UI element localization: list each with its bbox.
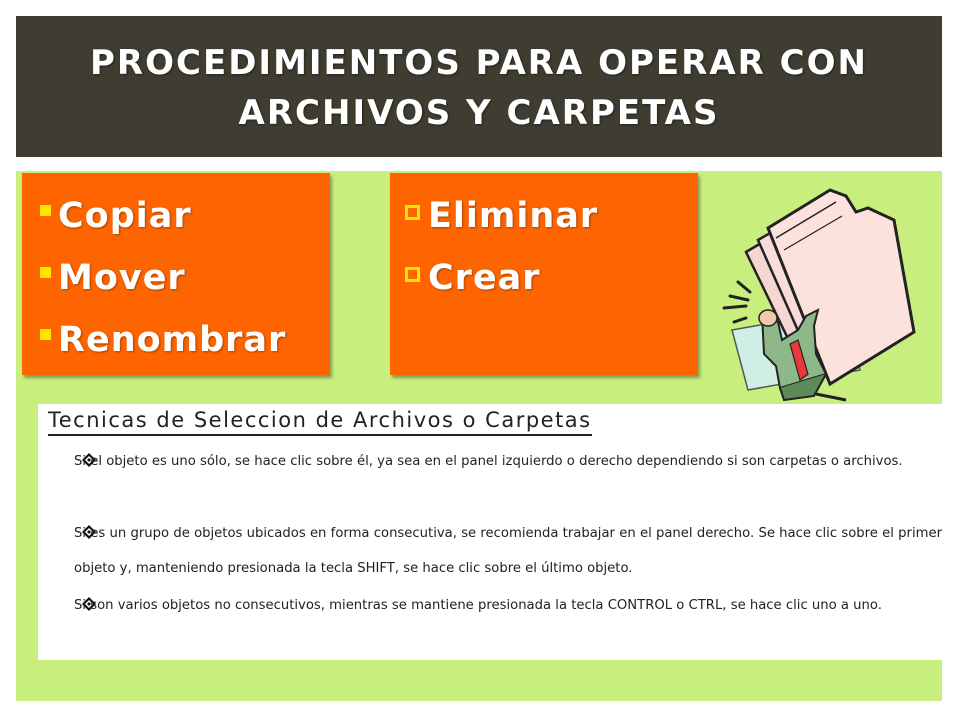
selection-technique-item: Si el objeto es uno sólo, se hace clic sobre él, ya sea en el panel izquierdo o derecho dependiendo si son carpetas o archivos. xyxy=(74,454,903,469)
list-item-label: Mover xyxy=(58,258,186,298)
list-item-label: Renombrar xyxy=(58,320,287,360)
list-item-copiar xyxy=(40,185,286,247)
list-item-renombrar xyxy=(40,309,286,371)
selection-technique-item: Si son varios objetos no consecutivos, mientras se mantiene presionada la tecla CONTROL o CTRL, se hace clic uno a uno. xyxy=(74,598,882,613)
square-bullet-icon xyxy=(40,267,51,278)
square-bullet-icon xyxy=(40,205,51,216)
selection-techniques-panel xyxy=(38,404,942,660)
hollow-square-bullet-icon xyxy=(405,205,420,220)
folders-clipart-icon xyxy=(718,178,918,404)
list-item-label: Eliminar xyxy=(428,196,599,236)
square-bullet-icon xyxy=(40,329,51,340)
list-item-eliminar xyxy=(405,185,598,247)
hollow-square-bullet-icon xyxy=(405,267,420,282)
list-item-mover xyxy=(40,247,286,309)
list-item-label: Copiar xyxy=(58,196,192,236)
selection-technique-item: Si es un grupo de objetos ubicados en forma consecutiva, se recomienda trabajar en el panel derecho. Se hace clic sobre el primer objeto y, manteniendo presionada la tecla SHIFT, se hace clic sobre el último objeto. xyxy=(74,526,942,576)
operations-list-left xyxy=(40,185,286,371)
selection-techniques-title: Tecnicas de Seleccion de Archivos o Carpetas xyxy=(48,406,592,436)
slide-title: PROCEDIMIENTOS PARA OPERAR CON ARCHIVOS Y CARPETAS xyxy=(90,43,868,133)
operations-box-left xyxy=(22,173,330,375)
title-bar xyxy=(16,16,942,157)
list-item-label: Crear xyxy=(428,258,541,298)
list-item-crear xyxy=(405,247,598,309)
operations-list-right xyxy=(405,185,598,309)
operations-box-right xyxy=(390,173,698,375)
